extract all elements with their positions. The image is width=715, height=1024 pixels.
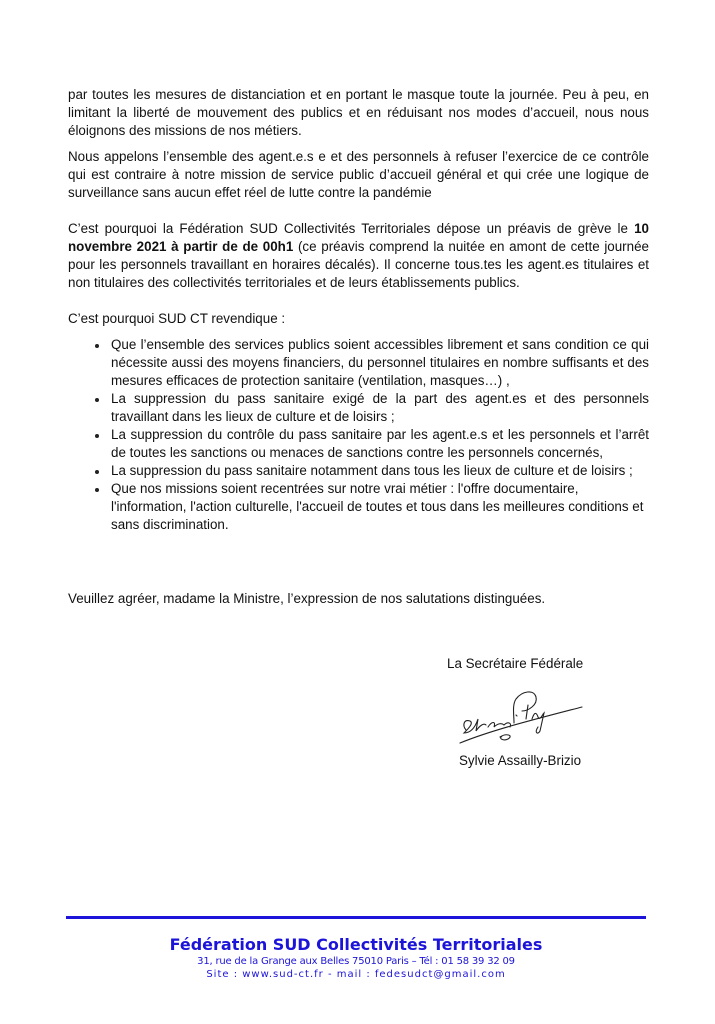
footer-divider (66, 916, 646, 919)
organization-contact: Site : www.sud-ct.fr - mail : fedesudct@gmail.com (206, 969, 506, 980)
demand-item: Que l’ensemble des services publics soient accessibles librement et sans condition ce qui nécessite aussi des moyens financiers, du personnel titulaires en nombre suffisants et des mesures efficaces de protection sanitaire (ventilation, masques…) , (68, 336, 649, 390)
letterhead-footer (66, 935, 646, 981)
strike-notice-rest: (ce préavis comprend la nuitée en amont de cette journée pour les personnels travaillant en horaires décalés). Il concerne tous.tes les agent.es titulaires et non titulaires des collectivités territoriales et de leurs établissements publics. (68, 239, 649, 290)
demand-item: La suppression du contrôle du pass sanitaire par les agent.e.s et les personnels et l’arrêt de toutes les sanctions ou menaces de sanctions contre les personnels concernés, (68, 426, 649, 462)
demand-item: La suppression du pass sanitaire notamment dans tous les lieux de culture et de loisirs ; (68, 462, 649, 480)
demands-list (68, 336, 649, 534)
paragraph-strike-notice (68, 220, 649, 292)
demand-item: Que nos missions soient recentrées sur notre vrai métier : l'offre documentaire, l'information, l'action culturelle, l'accueil de toutes et tous dans les meilleures conditions et sans discrimination. (68, 480, 649, 534)
organization-address: 31, rue de la Grange aux Belles 75010 Paris – Tél : 01 58 39 32 09 (197, 956, 515, 967)
handwritten-signature-icon (442, 675, 592, 755)
letter-body (68, 86, 649, 534)
paragraph-distancing: par toutes les mesures de distanciation et en portant le masque toute la journée. Peu à peu, en limitant la liberté de mouvement des publics et en réduisant nos modes d’accueil, nous nous éloignons des missions de nos métiers. (68, 87, 649, 138)
demand-item: La suppression du pass sanitaire exigé de la part des agent.es et des personnels travaillant dans les lieux de culture et de loisirs ; (68, 390, 649, 426)
strike-notice-intro: C’est pourquoi la Fédération SUD Collectivités Territoriales dépose un préavis de grève le (68, 221, 635, 236)
closing-salutation: Veuillez agréer, madame la Ministre, l’expression de nos salutations distinguées. (68, 591, 546, 606)
strike-date: 10 novembre 2021 à partir de de 00h1 (68, 221, 649, 254)
signatory-role: La Secrétaire Fédérale (447, 656, 584, 671)
demands-intro: C’est pourquoi SUD CT revendique : (68, 311, 286, 326)
organization-name: Fédération SUD Collectivités Territoriales (169, 935, 543, 954)
signatory-name: Sylvie Assailly-Brizio (459, 753, 582, 768)
paragraph-call-to-refuse: Nous appelons l’ensemble des agent.e.s e et des personnels à refuser l’exercice de ce contrôle qui est contraire à notre mission de service public d’accueil général et qui crée une logique de surveillance sans aucun effet réel de lutte contre la pandémie (68, 149, 649, 200)
